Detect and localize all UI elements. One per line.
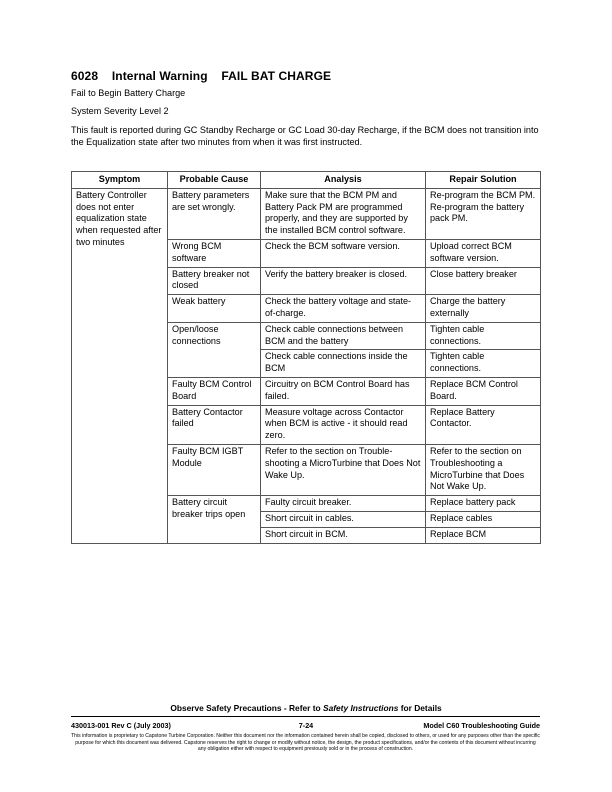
- repair-cell: Refer to the section on Troubleshooting a MicroTurbine that Does Not Wake Up.: [426, 444, 541, 495]
- analysis-cell: Check cable connections between BCM and the battery: [261, 322, 426, 350]
- page-number: 7-24: [298, 721, 314, 730]
- analysis-cell: Check the battery voltage and state-of-charge.: [261, 295, 426, 323]
- repair-cell: Close battery breaker: [426, 267, 541, 295]
- column-header-probable-cause: Probable Cause: [168, 172, 261, 189]
- model-guide-title: Model C60 Troubleshooting Guide: [423, 721, 540, 730]
- analysis-cell: Circuitry on BCM Control Board has failed.: [261, 377, 426, 405]
- cause-cell: Battery Contactor failed: [168, 405, 261, 444]
- cause-cell: Battery circuit breaker trips open: [168, 496, 261, 543]
- repair-cell: [426, 188, 541, 239]
- cause-cell: Faulty BCM Control Board: [168, 377, 261, 405]
- analysis-cell: Refer to the section on Trouble-shooting a MicroTurbine that Does Not Wake Up.: [261, 444, 426, 495]
- repair-cell: Tighten cable connections.: [426, 322, 541, 350]
- document-number: 430013-001 Rev C (July 2003): [71, 721, 171, 730]
- repair-cell: Replace Battery Contactor.: [426, 405, 541, 444]
- repair-line: Re-program the battery pack PM.: [430, 201, 525, 224]
- repair-cell: Charge the battery externally: [426, 295, 541, 323]
- fault-description: This fault is reported during GC Standby Recharge or GC Load 30-day Recharge, if the BCM does not transition into the Equalization state after two minutes from when it was first instructed.: [71, 125, 539, 147]
- cause-cell: Battery parameters are set wrongly.: [168, 188, 261, 239]
- analysis-cell: Faulty circuit breaker.: [261, 496, 426, 512]
- severity-level: System Severity Level 2: [71, 106, 169, 116]
- repair-cell: Upload correct BCM software version.: [426, 239, 541, 267]
- subtitle: Fail to Begin Battery Charge: [71, 88, 186, 98]
- cause-cell: Wrong BCM software: [168, 239, 261, 267]
- column-header-analysis: Analysis: [261, 172, 426, 189]
- page-title: 6028 Internal Warning FAIL BAT CHARGE: [71, 69, 332, 83]
- safety-instructions-reference: Safety Instructions: [322, 703, 399, 713]
- safety-note-suffix: for Details: [398, 703, 442, 713]
- cause-cell: Battery breaker not closed: [168, 267, 261, 295]
- troubleshooting-table: [71, 171, 541, 544]
- repair-line: Re-program the BCM PM.: [430, 189, 536, 200]
- column-header-repair-solution: Repair Solution: [426, 172, 541, 189]
- analysis-cell: Make sure that the BCM PM and Battery Pack PM are programmed properly, and they are supported by the installed BCM control software.: [261, 188, 426, 239]
- repair-cell: Tighten cable connections.: [426, 350, 541, 378]
- repair-cell: Replace BCM Control Board.: [426, 377, 541, 405]
- analysis-cell: Verify the battery breaker is closed.: [261, 267, 426, 295]
- analysis-cell: Short circuit in BCM.: [261, 527, 426, 543]
- analysis-cell: Measure voltage across Contactor when BCM is active - it should read zero.: [261, 405, 426, 444]
- column-header-symptom: Symptom: [72, 172, 168, 189]
- analysis-cell: Check the BCM software version.: [261, 239, 426, 267]
- cause-cell: Faulty BCM IGBT Module: [168, 444, 261, 495]
- analysis-cell: Short circuit in cables.: [261, 511, 426, 527]
- table-header-row: [72, 172, 541, 189]
- repair-cell: Replace BCM: [426, 527, 541, 543]
- safety-note-prefix: Observe Safety Precautions - Refer to: [170, 703, 323, 713]
- repair-cell: Replace cables: [426, 511, 541, 527]
- safety-note: [0, 703, 612, 713]
- repair-cell: Replace battery pack: [426, 496, 541, 512]
- proprietary-disclaimer: This information is proprietary to Capstone Turbine Corporation. Neither this document nor the information contained herein shall be copied, disclosed to others, or used for any purposes other than the specific purpose for which this document was delivered. Capstone reserves the right to change or modify without notice, the design, the product specifications, and/or the contents of this document without incurring any obligation either with respect to equipment previously sold or in the process of construction.: [71, 733, 540, 753]
- symptom-cell: Battery Controller does not enter equalization state when requested after two minutes: [72, 188, 168, 543]
- table-row: [72, 188, 541, 239]
- footer-divider: [71, 716, 540, 717]
- analysis-cell: Check cable connections inside the BCM: [261, 350, 426, 378]
- cause-cell: Open/loose connections: [168, 322, 261, 377]
- cause-cell: Weak battery: [168, 295, 261, 323]
